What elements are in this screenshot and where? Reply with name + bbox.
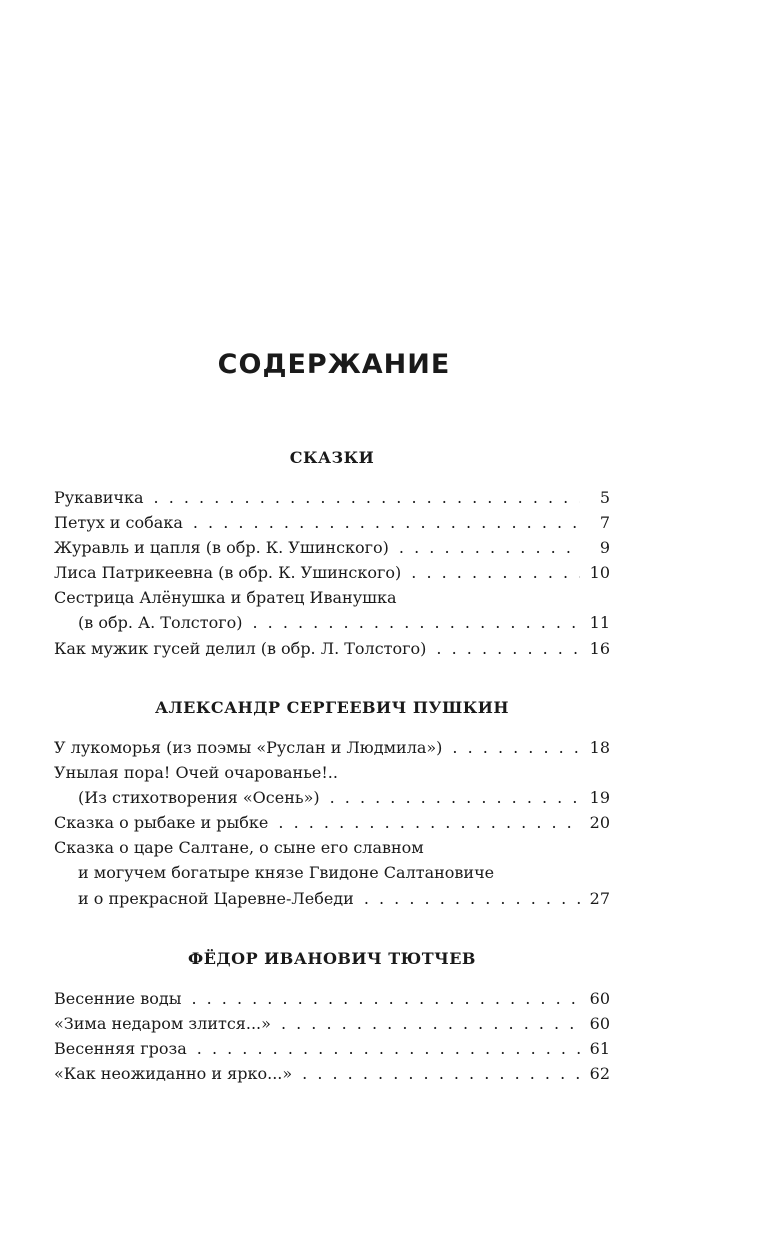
page-number: 7 (599, 513, 610, 533)
dot-leader (302, 1061, 580, 1086)
toc-entry-line (54, 860, 610, 885)
toc-entry-line (54, 510, 610, 535)
section-tyutchev (54, 946, 610, 1086)
page-number: 61 (589, 1039, 610, 1059)
toc-entry (54, 560, 610, 585)
toc-entry (54, 485, 610, 510)
toc-entry-title: Сказка о рыбаке и рыбке (54, 813, 269, 833)
toc-entry-line (54, 760, 610, 785)
toc-entry-line (54, 886, 610, 911)
dot-leader (281, 1011, 580, 1036)
page-number: 10 (589, 563, 610, 583)
toc-entry (54, 735, 610, 760)
page-number: 9 (599, 538, 610, 558)
page-number: 60 (589, 1014, 610, 1034)
toc-entry-title: «Как неожиданно и ярко...» (54, 1064, 293, 1084)
toc-entry-line (54, 610, 610, 635)
toc-entry-title: Унылая пора! Очей очарованье!.. (54, 763, 338, 783)
toc-entry-line (54, 535, 610, 560)
toc-entry (54, 986, 610, 1011)
toc-entry-line (54, 1011, 610, 1036)
toc-entry (54, 510, 610, 535)
page-number: 5 (599, 488, 610, 507)
toc-entry-title: Сказка о царе Салтане, о сыне его славном (54, 838, 424, 858)
dot-leader (364, 886, 580, 911)
toc-entries (54, 986, 610, 1086)
toc-entry-line (54, 1061, 610, 1086)
toc-entry-title: «Зима недаром злится...» (54, 1014, 271, 1034)
toc-entry-title: Как мужик гусей делил (в обр. Л. Толстого) (54, 638, 427, 658)
page-number: 18 (589, 738, 610, 757)
toc-entry-title: и могучем богатыре князе Гвидоне Салтановиче (78, 863, 495, 883)
page-number: 11 (589, 613, 610, 633)
page-number: 27 (589, 888, 610, 908)
toc-entry (54, 636, 610, 661)
toc-entry-title: Весенняя гроза (54, 1039, 187, 1059)
dot-leader (330, 785, 580, 810)
dot-leader (452, 735, 580, 760)
toc-entry-line (54, 735, 610, 760)
toc-entries (54, 735, 610, 911)
toc-entry (54, 1061, 610, 1086)
dot-leader (191, 986, 580, 1011)
dot-leader (411, 560, 580, 585)
section-title: АЛЕКСАНДР СЕРГЕЕВИЧ ПУШКИН (154, 698, 510, 717)
toc-entry (54, 760, 610, 810)
toc-entry (54, 835, 610, 910)
toc-entry (54, 585, 610, 635)
toc-entry-line (54, 986, 610, 1011)
toc-entry-title: Петух и собака (54, 513, 183, 533)
toc-entry-line (54, 1036, 610, 1061)
toc-entry-title: (Из стихотворения «Осень») (78, 788, 320, 808)
section-pushkin (54, 695, 610, 911)
dot-leader (436, 636, 580, 661)
toc-entry-title: Лиса Патрикеевна (в обр. К. Ушинского) (54, 563, 402, 583)
toc-entry-title: У лукоморья (из поэмы «Руслан и Людмила») (54, 738, 443, 757)
page-number: 62 (589, 1064, 610, 1084)
toc-entries (54, 485, 610, 661)
dot-leader (193, 510, 580, 535)
toc-entry-title: Сестрица Алёнушка и братец Иванушка (54, 588, 397, 608)
toc-entry (54, 1011, 610, 1036)
toc-entry-line (54, 835, 610, 860)
toc-entry-line (54, 810, 610, 835)
toc-entry (54, 810, 610, 835)
toc-entry-title: Рукавичка (54, 488, 144, 507)
page-number: 19 (589, 788, 610, 808)
dot-leader (278, 810, 580, 835)
page-number: 60 (589, 989, 610, 1008)
toc-entry-line (54, 560, 610, 585)
dot-leader (252, 610, 580, 635)
toc-entry-line (54, 785, 610, 810)
section-skazki (54, 445, 610, 661)
section-title: СКАЗКИ (289, 448, 375, 467)
toc-entry-title: Весенние воды (54, 989, 182, 1008)
page-number: 20 (589, 813, 610, 833)
dot-leader (399, 535, 580, 560)
toc-entry (54, 1036, 610, 1061)
page-number: 16 (589, 638, 610, 658)
toc-entry (54, 535, 610, 560)
toc-entry-line (54, 585, 610, 610)
page-title: СОДЕРЖАНИЕ (217, 349, 451, 380)
dot-leader (154, 485, 580, 510)
toc-entry-line (54, 485, 610, 510)
toc-entry-title: и о прекрасной Царевне-Лебеди (78, 888, 354, 908)
dot-leader (197, 1036, 580, 1061)
section-title: ФЁДОР ИВАНОВИЧ ТЮТЧЕВ (188, 949, 476, 968)
toc-entry-title: Журавль и цапля (в обр. К. Ушинского) (54, 538, 389, 558)
toc-entry-title: (в обр. А. Толстого) (78, 613, 243, 633)
toc-entry-line (54, 636, 610, 661)
